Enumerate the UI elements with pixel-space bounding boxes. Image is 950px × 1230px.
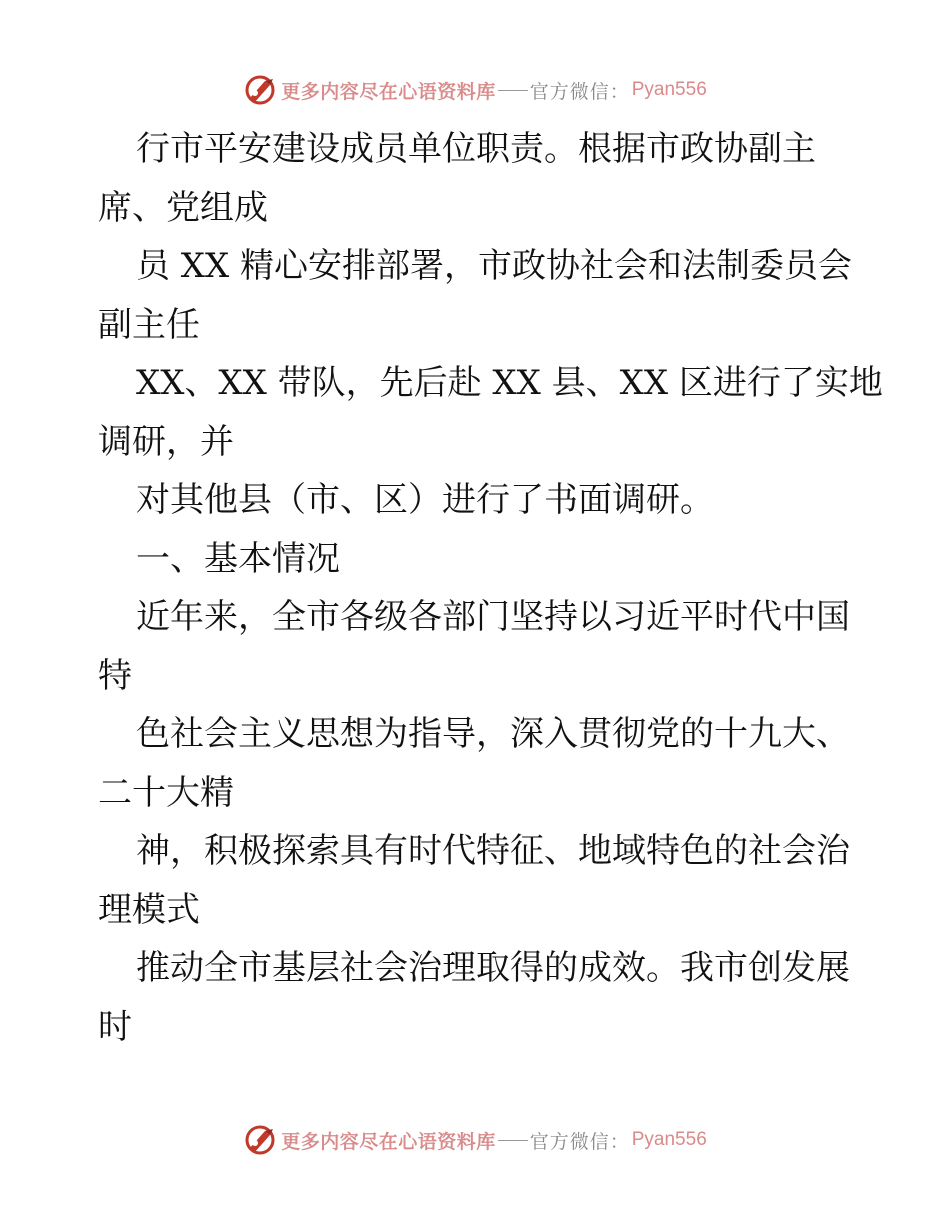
watermark-dash (498, 1140, 528, 1141)
text-line-3: 员 XX 精心安排部署，市政协社会和法制委员会 (136, 246, 853, 286)
text-line-10: 特 (98, 655, 132, 696)
watermark-text: 更多内容尽在心语资料库 (281, 80, 496, 103)
watermark-text: 更多内容尽在心语资料库 (281, 1130, 496, 1153)
text-line-7: 对其他县（市、区）进行了书面调研。 (136, 480, 714, 520)
red-pen-logo-icon (243, 73, 277, 107)
watermark-account: Pyan556 (631, 79, 707, 100)
watermark-official: 官方微信： (529, 1130, 630, 1153)
text-line-1: 行市平安建设成员单位职责。根据市政协副主 (136, 129, 816, 169)
text-line-14: 理模式 (98, 889, 200, 930)
text-line-5: XX、XX 带队，先后赴 XX 县、XX 区进行了实地 (136, 363, 883, 403)
footer-watermark (0, 1120, 950, 1160)
red-pen-logo-icon (243, 1123, 277, 1157)
text-line-9: 近年来，全市各级各部门坚持以习近平时代中国 (136, 597, 850, 637)
text-line-4: 副主任 (98, 304, 200, 345)
text-line-13: 神，积极探索具有时代特征、地域特色的社会治 (136, 831, 850, 871)
text-line-2: 席、党组成 (98, 187, 268, 228)
text-line-11: 色社会主义思想为指导，深入贯彻党的十九大、 (136, 714, 850, 754)
text-line-6: 调研，并 (98, 421, 234, 462)
watermark-official: 官方微信： (529, 80, 630, 103)
watermark-account: Pyan556 (631, 1129, 707, 1150)
watermark-dash (498, 90, 528, 91)
text-line-16: 时 (98, 1006, 132, 1047)
text-line-15: 推动全市基层社会治理取得的成效。我市创发展 (136, 948, 850, 988)
text-line-12: 二十大精 (98, 772, 234, 813)
header-watermark (0, 70, 950, 110)
section-heading: 一、基本情况 (136, 538, 340, 579)
document-body (98, 120, 883, 1056)
